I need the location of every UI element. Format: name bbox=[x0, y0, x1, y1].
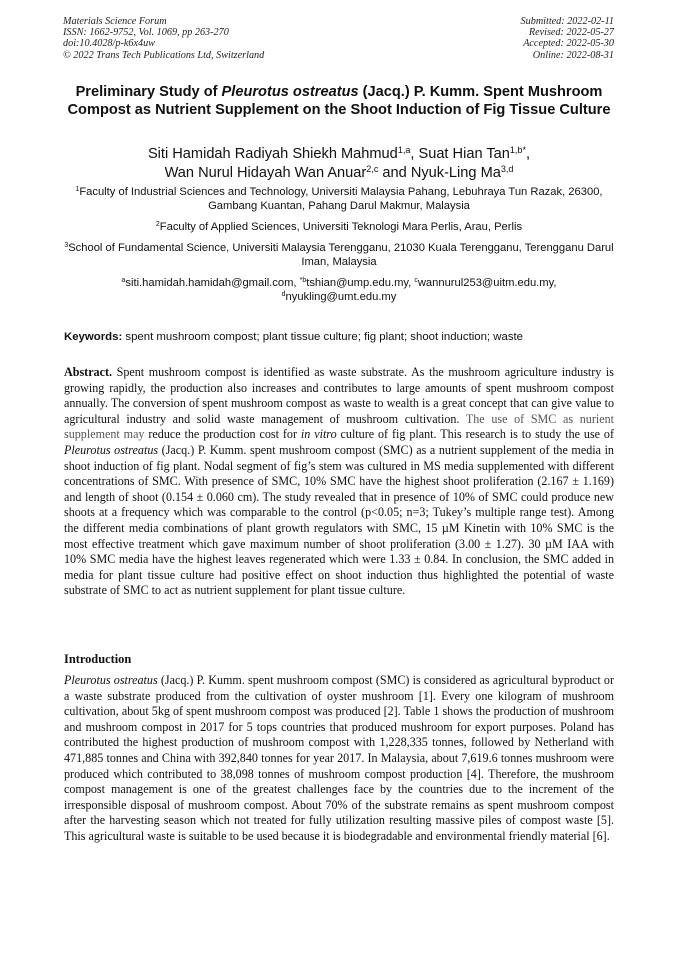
issn-line: ISSN: 1662-9752, Vol. 1069, pp 263-270 bbox=[63, 27, 229, 39]
affiliation-1 bbox=[60, 185, 618, 213]
author-list bbox=[60, 145, 618, 183]
abstract-label: Abstract. bbox=[64, 365, 113, 379]
author-3-affil: 2,c bbox=[366, 163, 379, 174]
online-date: Online: 2022-08-31 bbox=[532, 49, 614, 61]
email-marker: c bbox=[414, 277, 418, 285]
author-4: Nyuk-Ling Ma bbox=[410, 164, 501, 181]
author-1: Siti Hamidah Radiyah Shiekh Mahmud bbox=[147, 146, 398, 162]
introduction-paragraph bbox=[64, 673, 614, 845]
keywords bbox=[64, 330, 614, 344]
keywords-label: Keywords: bbox=[64, 331, 123, 343]
doi-line: doi:10.4028/p-k6x4uw bbox=[63, 38, 155, 50]
affiliation-3 bbox=[60, 241, 618, 269]
email-b[interactable]: tshian@ump.edu.my, bbox=[306, 277, 415, 289]
abstract-highlighted-text: The use of SMC as nurient supplement may bbox=[64, 411, 614, 442]
title-part-2: (Jacq.) P. Kumm. Spent Mushroom Compost as Nutrient Supplement on the Shoot Induction of Fig Tissue Culture bbox=[67, 84, 611, 118]
email-c[interactable]: wannurul253@uitm.edu.my, bbox=[417, 277, 557, 289]
keywords-text: spent mushroom compost; plant tissue culture; fig plant; shoot induction; waste bbox=[122, 331, 524, 343]
author-separator: , bbox=[410, 146, 419, 162]
affiliation-number: 3 bbox=[64, 242, 69, 250]
revised-date: Revised: 2022-05-27 bbox=[528, 27, 614, 39]
author-1-affil: 1,a bbox=[397, 145, 411, 156]
abstract-text: culture of fig plant. This research is to study the use of bbox=[336, 427, 614, 442]
journal-info bbox=[63, 16, 264, 61]
email-d[interactable]: nyukling@umt.edu.my bbox=[285, 291, 397, 303]
email-marker: *b bbox=[299, 277, 307, 285]
paper-title bbox=[60, 84, 618, 119]
title-part-1: Preliminary Study of bbox=[75, 84, 222, 100]
abstract-italic-term: in vitro bbox=[300, 427, 337, 442]
author-2-affil: 1,b* bbox=[509, 145, 526, 156]
author-3: Wan Nurul Hidayah Wan Anuar bbox=[164, 164, 367, 181]
abstract-species: Pleurotus ostreatus bbox=[64, 442, 159, 457]
affiliation-text: Faculty of Industrial Sciences and Technology, Universiti Malaysia Pahang, Lebuhraya Tun Razak, 26300, Gambang Kuantan, Pahang Darul Makmur, Malaysia bbox=[79, 186, 603, 212]
submitted-date: Submitted: 2022-02-11 bbox=[520, 16, 614, 27]
journal-name: Materials Science Forum bbox=[63, 16, 167, 27]
author-emails bbox=[60, 276, 618, 304]
author-separator: , bbox=[526, 146, 531, 162]
copyright-line: © 2022 Trans Tech Publications Ltd, Switzerland bbox=[63, 49, 265, 61]
affiliation-number: 1 bbox=[75, 186, 80, 194]
author-separator: and bbox=[378, 164, 411, 181]
publication-dates bbox=[521, 16, 614, 61]
email-marker: d bbox=[281, 291, 286, 299]
intro-text: (Jacq.) P. Kumm. spent mushroom compost (SMC) is considered as agricultural byproduct or a waste substrate produced from the cultivation of oyster mushroom [1]. Every one kilogram of mushroom cultivation, about 5kg of spent mushroom compost was produced [2]. Table 1 shows the production of mushroom and mushroom compost in 2017 for 5 tops countries that produced mushroom for export purposes. Poland has contributed the highest production of mushroom compost with 1,228,335 tonnes, followed by Netherland with 471,885 tonnes and China with 392,840 tonnes for year 2017. In Malaysia, about 7,619.6 tonnes mushroom were produced which contributed to 38,098 tonnes of mushroom compost production [4]. Therefore, the mushroom compost management is one of the greatest challenges face by the countries due to the increment of the irresponsible disposal of mushroom compost. About 70% of the substrate remains as spent mushroom compost after the harvesting season which not treated for fully utilization resulting massive piles of compost waste [5]. This agricultural waste is suitable to be used because it is biodegradable and environmental friendly material [6]. bbox=[64, 673, 614, 843]
author-4-affil: 3,d bbox=[500, 163, 514, 174]
affiliation-2 bbox=[60, 220, 618, 234]
affiliations bbox=[60, 185, 618, 304]
abstract-text: Spent mushroom compost is identified as waste substrate. As the mushroom agriculture industry is growing rapidly, the production also increases and contributes to large amounts of spent mushroom compost annually. The conversion of spent mushroom compost as waste to wealth is a great concept that can give value to agricultural industry and solid waste management of mushroom cultivation. bbox=[64, 365, 614, 426]
email-marker: a bbox=[121, 277, 126, 285]
affiliation-text: School of Fundamental Science, Universiti Malaysia Terengganu, 21030 Kuala Terengganu, Terengganu Darul Iman, Malaysia bbox=[68, 242, 614, 268]
abstract-text: reduce the production cost for bbox=[144, 427, 301, 442]
section-heading-introduction: Introduction bbox=[64, 652, 132, 666]
abstract-text: (Jacq.) P. Kumm. spent mushroom compost (SMC) as a nutrient supplement of the media in shoot induction of fig plant. Nodal segment of fig’s stem was cultured in MS media supplemented with different concentrations of SMC. With presence of SMC, 10% SMC have the highest shoot proliferation (2.167 ± 1.169) and length of shoot (0.154 ± 0.060 cm). The study revealed that in presence of 10% of SMC could produce new shoots at a frequency which was comparable to the control (p<0.05; n=3; Tukey’s multiple range test). Among the different media combinations of plant growth regulators with SMC, 15 µM Kinetin with 10% SMC is the most effective treatment which gave maximum number of shoot proliferation (3.00 ± 1.27). 30 µM IAA with 10% SMC media have the highest leaves regenerated which were 1.33 ± 0.84. In conclusion, the SMC added in media for plant tissue culture had positive effect on shoot induction thus highlighted the potential of waste substrate of SMC to act as nutrient supplement for plant tissue culture. bbox=[64, 442, 614, 598]
author-2: Suat Hian Tan bbox=[418, 146, 510, 162]
title-species: Pleurotus ostreatus bbox=[221, 84, 359, 100]
affiliation-number: 2 bbox=[155, 221, 160, 229]
abstract bbox=[64, 365, 614, 599]
intro-species: Pleurotus ostreatus bbox=[64, 673, 158, 687]
affiliation-text: Faculty of Applied Sciences, Universiti Teknologi Mara Perlis, Arau, Perlis bbox=[159, 221, 523, 233]
email-a[interactable]: siti.hamidah.hamidah@gmail.com, bbox=[125, 277, 300, 289]
accepted-date: Accepted: 2022-05-30 bbox=[523, 38, 614, 50]
